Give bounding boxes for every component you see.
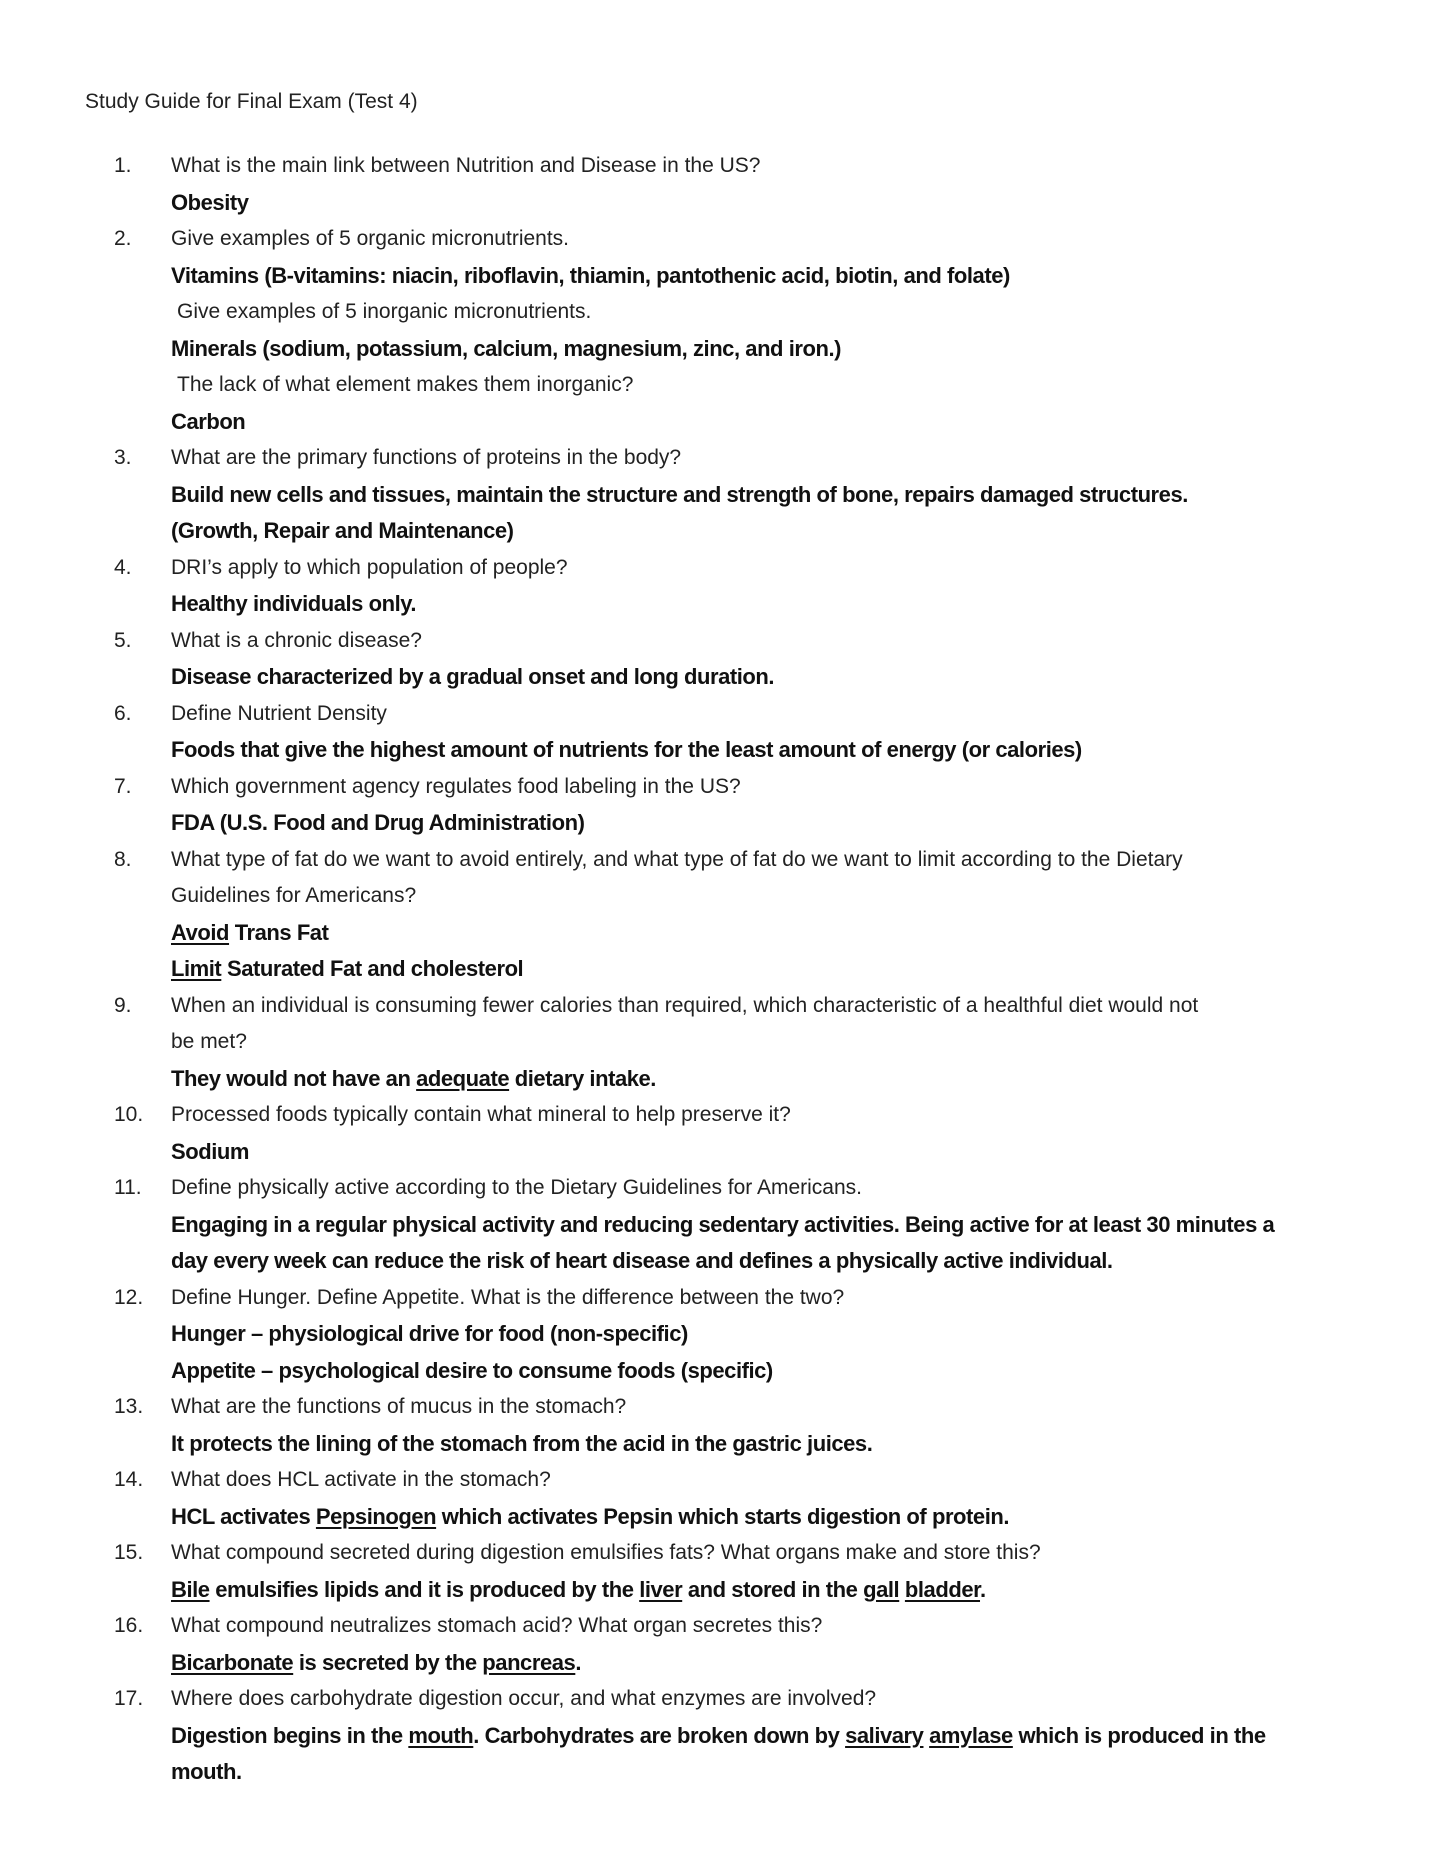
question-text: What does HCL activate in the stomach? <box>171 1468 551 1491</box>
underlined-term: Bile <box>171 1576 210 1602</box>
question-text: When an individual is consuming fewer calories than required, which characteristic of a healthful diet would not <box>171 993 1199 1017</box>
question-line <box>0 1462 1456 1499</box>
underlined-term: Avoid <box>171 919 230 945</box>
item-number: 14. <box>114 1468 144 1491</box>
item-number: 6. <box>114 701 132 725</box>
answer-text <box>171 659 774 696</box>
item-number: 5. <box>114 628 132 652</box>
question-text: Which government agency regulates food labeling in the US? <box>171 774 741 798</box>
question-text: What are the primary functions of proteins in the body? <box>171 446 682 469</box>
question-line <box>0 148 1456 185</box>
question-item <box>0 148 1456 221</box>
answer-line <box>0 951 1456 988</box>
question-text: What is a chronic disease? <box>171 628 422 652</box>
answer-fragment: It protects the lining of the stomach from the acid in the gastric juices. <box>171 1430 873 1456</box>
answer-text <box>171 915 328 952</box>
question-item <box>0 988 1456 1098</box>
question-line <box>0 623 1456 660</box>
underlined-term: Bicarbonate <box>171 1649 294 1675</box>
question-item <box>0 1535 1456 1608</box>
answer-fragment: Sodium <box>171 1138 249 1164</box>
answer-fragment: which is produced in the <box>1012 1722 1266 1748</box>
question-text: be met? <box>171 1030 247 1053</box>
underlined-term: amylase <box>929 1722 1013 1748</box>
question-item <box>0 221 1456 440</box>
answer-text <box>171 1718 1266 1755</box>
item-number: 11. <box>114 1176 142 1199</box>
question-text: Processed foods typically contain what mineral to help preserve it? <box>171 1103 791 1126</box>
answer-text <box>171 1134 249 1171</box>
answer-line <box>0 477 1456 514</box>
answer-fragment: Hunger – physiological drive for food (non-specific) <box>171 1321 688 1346</box>
underlined-term: salivary <box>845 1722 924 1748</box>
answer-fragment: which activates Pepsin which starts digestion of protein. <box>436 1503 1010 1529</box>
question-line <box>0 1535 1456 1572</box>
question-line <box>0 696 1456 733</box>
answer-fragment: (Growth, Repair and Maintenance) <box>171 518 514 543</box>
answer-fragment: FDA (U.S. Food and Drug Administration) <box>171 810 585 835</box>
question-line <box>0 1608 1456 1645</box>
answer-line <box>0 805 1456 842</box>
question-item <box>0 550 1456 623</box>
answer-text <box>171 1426 872 1463</box>
item-number: 8. <box>114 847 132 871</box>
question-text: Where does carbohydrate digestion occur, and what enzymes are involved? <box>171 1687 877 1710</box>
item-number: 17. <box>114 1687 144 1710</box>
answer-text <box>171 1645 581 1682</box>
question-text: Give examples of 5 inorganic micronutrients. <box>177 300 592 323</box>
answer-line <box>0 1426 1456 1463</box>
answer-fragment: . <box>980 1576 986 1602</box>
item-number: 16. <box>114 1614 144 1637</box>
underlined-term: pancreas <box>482 1649 576 1675</box>
answer-fragment: Build new cells and tissues, maintain the structure and strength of bone, repairs damaged structures. <box>171 481 1188 507</box>
underlined-term: Pepsinogen <box>315 1503 437 1529</box>
answer-line <box>0 404 1456 441</box>
answer-fragment: Healthy individuals only. <box>171 591 417 616</box>
answer-fragment: . Carbohydrates are broken down by <box>473 1722 846 1748</box>
question-line <box>0 1280 1456 1317</box>
answer-line <box>0 586 1456 623</box>
item-number: 15. <box>114 1541 144 1564</box>
answer-line <box>0 331 1456 368</box>
question-text: What compound secreted during digestion emulsifies fats? What organs make and store this? <box>171 1541 1041 1564</box>
underlined-term: adequate <box>416 1065 510 1091</box>
question-item <box>0 1681 1456 1791</box>
answer-fragment: . <box>575 1649 581 1675</box>
item-number: 4. <box>114 555 132 579</box>
answer-fragment: day every week can reduce the risk of heart disease and defines a physically active individual. <box>171 1248 1113 1273</box>
question-text: The lack of what element makes them inorganic? <box>177 373 634 396</box>
question-item <box>0 769 1456 842</box>
question-line <box>0 1681 1456 1718</box>
answer-text <box>171 513 514 550</box>
item-number: 1. <box>114 154 132 177</box>
answer-text <box>171 258 1010 295</box>
question-item <box>0 1608 1456 1681</box>
question-line <box>0 842 1456 879</box>
question-item <box>0 696 1456 769</box>
item-number: 2. <box>114 227 132 250</box>
question-line <box>0 988 1456 1025</box>
question-text: Define Hunger. Define Appetite. What is the difference between the two? <box>171 1285 845 1309</box>
answer-text <box>171 1061 656 1098</box>
item-number: 3. <box>114 446 132 469</box>
answer-fragment: mouth. <box>171 1759 242 1784</box>
answer-text <box>171 732 1082 769</box>
answer-line <box>0 1316 1456 1353</box>
answer-fragment: Carbon <box>171 408 246 434</box>
item-number: 13. <box>114 1395 144 1418</box>
answer-line <box>0 1718 1456 1755</box>
question-text: Define Nutrient Density <box>171 701 387 725</box>
answer-fragment: dietary intake. <box>509 1065 656 1091</box>
question-line <box>0 1170 1456 1207</box>
answer-line <box>0 258 1456 295</box>
item-number: 10. <box>114 1103 144 1126</box>
answer-text <box>171 1353 773 1390</box>
question-item <box>0 623 1456 696</box>
answer-fragment: Trans Fat <box>229 919 329 945</box>
answer-text <box>171 185 249 222</box>
answer-line <box>0 1645 1456 1682</box>
question-line <box>0 294 1456 331</box>
item-number: 12. <box>114 1285 144 1309</box>
answer-fragment: emulsifies lipids and it is produced by the <box>209 1576 640 1602</box>
answer-text <box>171 805 584 842</box>
answer-fragment: Obesity <box>171 189 249 215</box>
question-item <box>0 1462 1456 1535</box>
answer-fragment: Saturated Fat and cholesterol <box>221 956 524 981</box>
question-text: Guidelines for Americans? <box>171 884 417 907</box>
question-line <box>0 550 1456 587</box>
answer-fragment: Foods that give the highest amount of nutrients for the least amount of energy (or calories) <box>171 737 1082 762</box>
underlined-term: gall <box>863 1576 900 1602</box>
question-item <box>0 1280 1456 1390</box>
answer-text <box>171 586 416 623</box>
question-text: Define physically active according to the Dietary Guidelines for Americans. <box>171 1176 862 1199</box>
question-item <box>0 1170 1456 1280</box>
question-line <box>0 1024 1456 1061</box>
answer-fragment: is secreted by the <box>293 1649 483 1675</box>
underlined-term: bladder <box>904 1576 981 1602</box>
answer-fragment: Engaging in a regular physical activity and reducing sedentary activities. Being active for at least 30 minutes a <box>171 1211 1275 1237</box>
answer-line <box>0 1499 1456 1536</box>
answer-text <box>171 331 841 368</box>
answer-line <box>0 185 1456 222</box>
answer-fragment: Digestion begins in the <box>171 1722 409 1748</box>
answer-text <box>171 404 245 441</box>
question-item <box>0 440 1456 550</box>
answer-line <box>0 915 1456 952</box>
answer-text <box>171 1316 688 1353</box>
answer-text <box>171 951 523 988</box>
question-text: What are the functions of mucus in the stomach? <box>171 1395 627 1418</box>
answer-text <box>171 1499 1009 1536</box>
answer-fragment: Minerals (sodium, potassium, calcium, magnesium, zinc, and iron.) <box>171 335 842 361</box>
question-line <box>0 440 1456 477</box>
item-number: 7. <box>114 774 132 798</box>
question-text: What type of fat do we want to avoid entirely, and what type of fat do we want to limit according to the Dietary <box>171 847 1183 871</box>
underlined-term: mouth <box>408 1722 474 1748</box>
answer-fragment: Disease characterized by a gradual onset and long duration. <box>171 664 775 689</box>
answer-fragment: Appetite – psychological desire to consume foods (specific) <box>171 1357 773 1383</box>
answer-text <box>171 1207 1274 1244</box>
answer-text <box>171 1572 986 1609</box>
answer-text <box>171 1243 1113 1280</box>
question-item <box>0 1097 1456 1170</box>
underlined-term: liver <box>639 1576 683 1602</box>
question-line <box>0 878 1456 915</box>
question-list <box>0 148 1456 1791</box>
question-line <box>0 221 1456 258</box>
answer-line <box>0 1243 1456 1280</box>
question-item <box>0 842 1456 988</box>
question-line <box>0 367 1456 404</box>
question-line <box>0 1389 1456 1426</box>
answer-line <box>0 1207 1456 1244</box>
question-text: What compound neutralizes stomach acid? What organ secretes this? <box>171 1614 823 1637</box>
question-text: Give examples of 5 organic micronutrients. <box>171 227 570 250</box>
answer-line <box>0 1134 1456 1171</box>
question-text: DRI’s apply to which population of people? <box>171 555 568 579</box>
answer-line <box>0 732 1456 769</box>
answer-fragment: Vitamins (B-vitamins: niacin, riboflavin, thiamin, pantothenic acid, biotin, and folate) <box>171 262 1010 288</box>
question-line <box>0 769 1456 806</box>
answer-line <box>0 659 1456 696</box>
document-title: Study Guide for Final Exam (Test 4) <box>85 90 418 113</box>
question-line <box>0 1097 1456 1134</box>
answer-fragment: HCL activates <box>171 1503 316 1529</box>
question-text: What is the main link between Nutrition and Disease in the US? <box>171 154 761 177</box>
answer-text <box>171 477 1188 514</box>
answer-line <box>0 513 1456 550</box>
question-item <box>0 1389 1456 1462</box>
answer-line <box>0 1353 1456 1390</box>
answer-fragment: and stored in the <box>682 1576 864 1602</box>
answer-line <box>0 1061 1456 1098</box>
underlined-term: Limit <box>171 956 222 981</box>
answer-fragment: They would not have an <box>171 1065 417 1091</box>
item-number: 9. <box>114 993 132 1017</box>
answer-line <box>0 1572 1456 1609</box>
answer-line <box>0 1754 1456 1791</box>
answer-text <box>171 1754 242 1791</box>
